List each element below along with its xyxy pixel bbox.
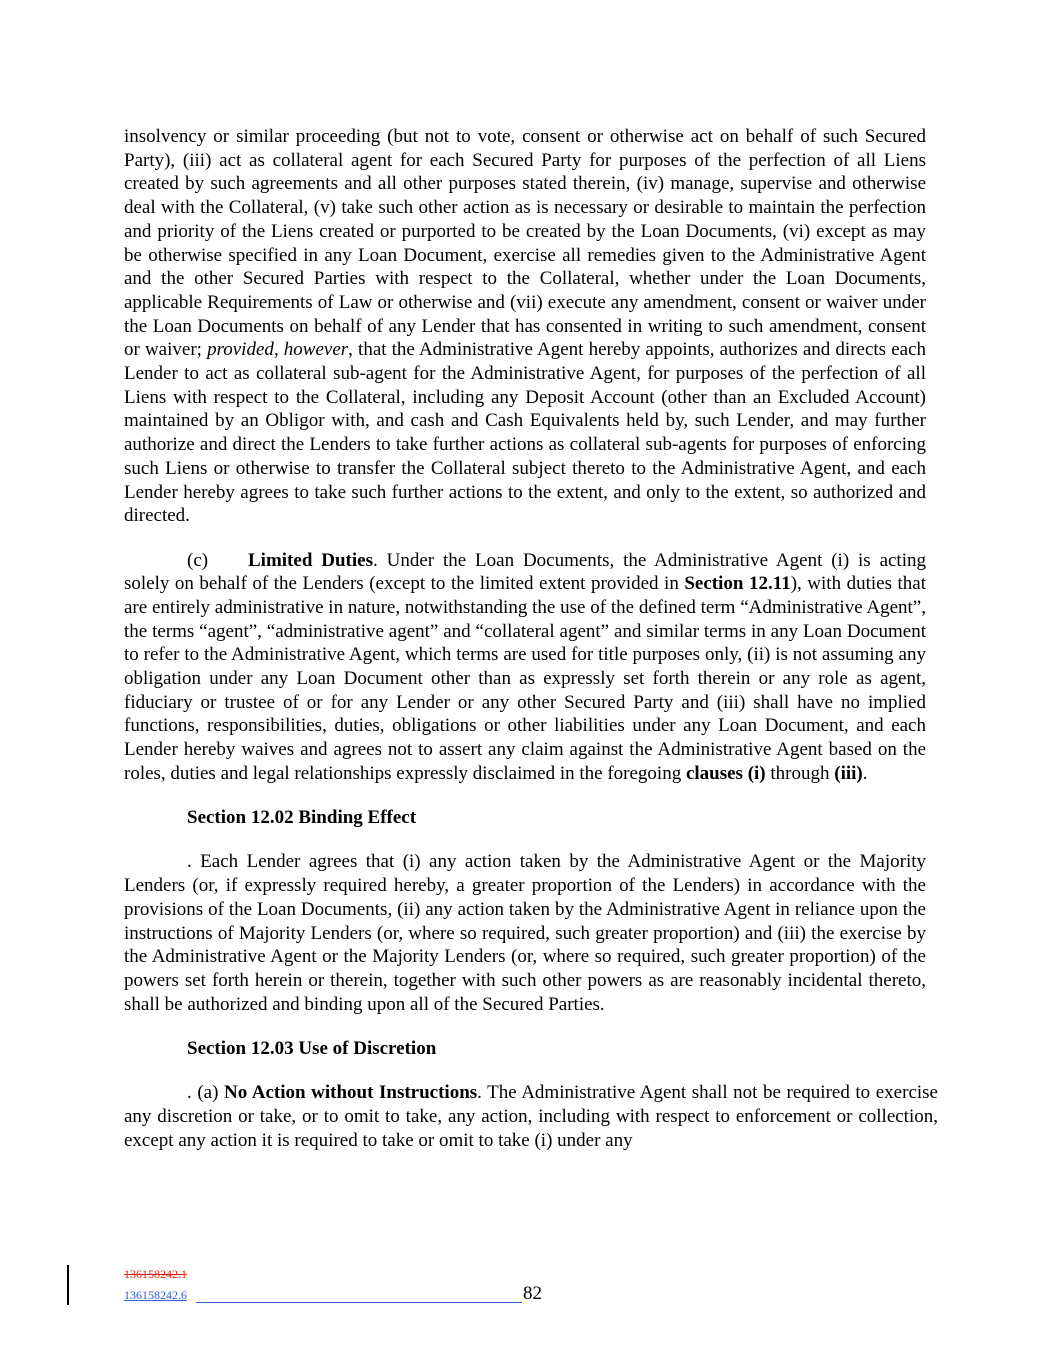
paragraph-text: . Under the Loan Documents, the Administrative Agent (i) is acting solely on behalf of the Lenders (except to the limited extent provided in [124, 549, 926, 595]
clause-title: Limited Duties [248, 549, 373, 571]
paragraph-text: . (a) [187, 1082, 224, 1104]
collateral-agent-paragraph [124, 125, 926, 528]
change-bar [67, 1265, 69, 1305]
section-heading-use-of-discretion: Section 12.03 Use of Discretion [187, 1037, 437, 1059]
paragraph-text: , that the Administrative Agent hereby appoints, authorizes and directs each Lender to act as collateral sub-agent for the Administrative Agent, for purposes of the perfection of all Liens with respect to the Collateral, including any Deposit Account (other than an Excluded Account) maintained by an Obligor with, and cash and Cash Equivalents held by, such Lender, and may further authorize and direct the Lenders to take further actions as collateral sub-agents for purposes of enforcing such Liens or otherwise to transfer the Collateral subject thereto to the Administrative Agent, and each Lender hereby agrees to take such further actions to the extent, and only to the extent, so authorized and directed. [124, 339, 926, 527]
no-action-paragraph [124, 1081, 938, 1152]
clause-reference: (iii) [834, 762, 863, 784]
clause-title: No Action without Instructions [223, 1082, 478, 1104]
footer-rule [196, 1302, 522, 1303]
clause-label: (c) [187, 549, 209, 571]
binding-effect-paragraph: . Each Lender agrees that (i) any action taken by the Administrative Agent or the Majority Lenders (or, if expressly required hereby, a greater proportion of the Lenders) in accordance with the provisions of the Loan Documents, (ii) any action taken by the Administrative Agent in reliance upon the instructions of Majority Lenders (or, where so required, such greater proportion) and (iii) the exercise by the Administrative Agent or the Majority Lenders (or, where so required, such greater proportion) of the powers set forth herein or therein, together with such other powers as are reasonably incidental thereto, shall be authorized and binding upon all of the Secured Parties. [124, 851, 926, 1015]
paragraph-text: ), with duties that are entirely administrative in nature, notwithstanding the use of the defined term “Administrative Agent”, the terms “agent”, “administrative agent” and “collateral agent” and similar terms in any Loan Document to refer to the Administrative Agent, which terms are used for title purposes only, (ii) is not assuming any obligation under any Loan Document other than as expressly set forth therein or any role as agent, fiduciary or trustee of or for any Lender or any other Secured Party and (iii) shall have no implied functions, responsibilities, duties, obligations or other liabilities under any Loan Document, and each Lender hereby waives and agrees not to assert any claim against the Administrative Agent based on the roles, duties and legal relationships expressly disclaimed in the foregoing [124, 573, 927, 784]
page-number: 82 [523, 1283, 542, 1304]
document-body [124, 125, 938, 1152]
paragraph-text: through [765, 762, 835, 784]
section-reference: Section 12.11 [684, 573, 791, 595]
section-heading-binding-effect: Section 12.02 Binding Effect [187, 807, 417, 829]
deleted-document-id: 136158242.1 [124, 1267, 187, 1281]
inserted-document-id: 136158242.6 [124, 1288, 187, 1302]
proviso-italic: provided, however [207, 339, 349, 361]
paragraph-text: . [862, 762, 868, 784]
limited-duties-paragraph [124, 549, 926, 786]
clause-reference: clauses (i) [685, 762, 766, 784]
paragraph-text: . The Administrative Agent shall not be required to exercise any discretion or take, or to omit to take, any action, including with respect to enforcement or collection, except any action it is required to take or omit to take (i) under any [124, 1082, 938, 1151]
paragraph-text: insolvency or similar proceeding (but not to vote, consent or otherwise act on behalf of such Secured Party), (iii) act as collateral agent for each Secured Party for purposes of the perfection of all Liens created by such agreements and all other purposes stated therein, (iv) manage, supervise and otherwise deal with the Collateral, (v) take such other action as is necessary or desirable to maintain the perfection and priority of the Liens created or purported to be created by the Loan Documents, (vi) except as may be otherwise specified in any Loan Document, exercise all remedies given to the Administrative Agent and the other Secured Parties with respect to the Collateral, whether under the Loan Documents, applicable Requirements of Law or otherwise and (vii) execute any amendment, consent or waiver under the Loan Documents on behalf of any Lender that has consented in writing to such amendment, consent or waiver; [124, 126, 926, 361]
